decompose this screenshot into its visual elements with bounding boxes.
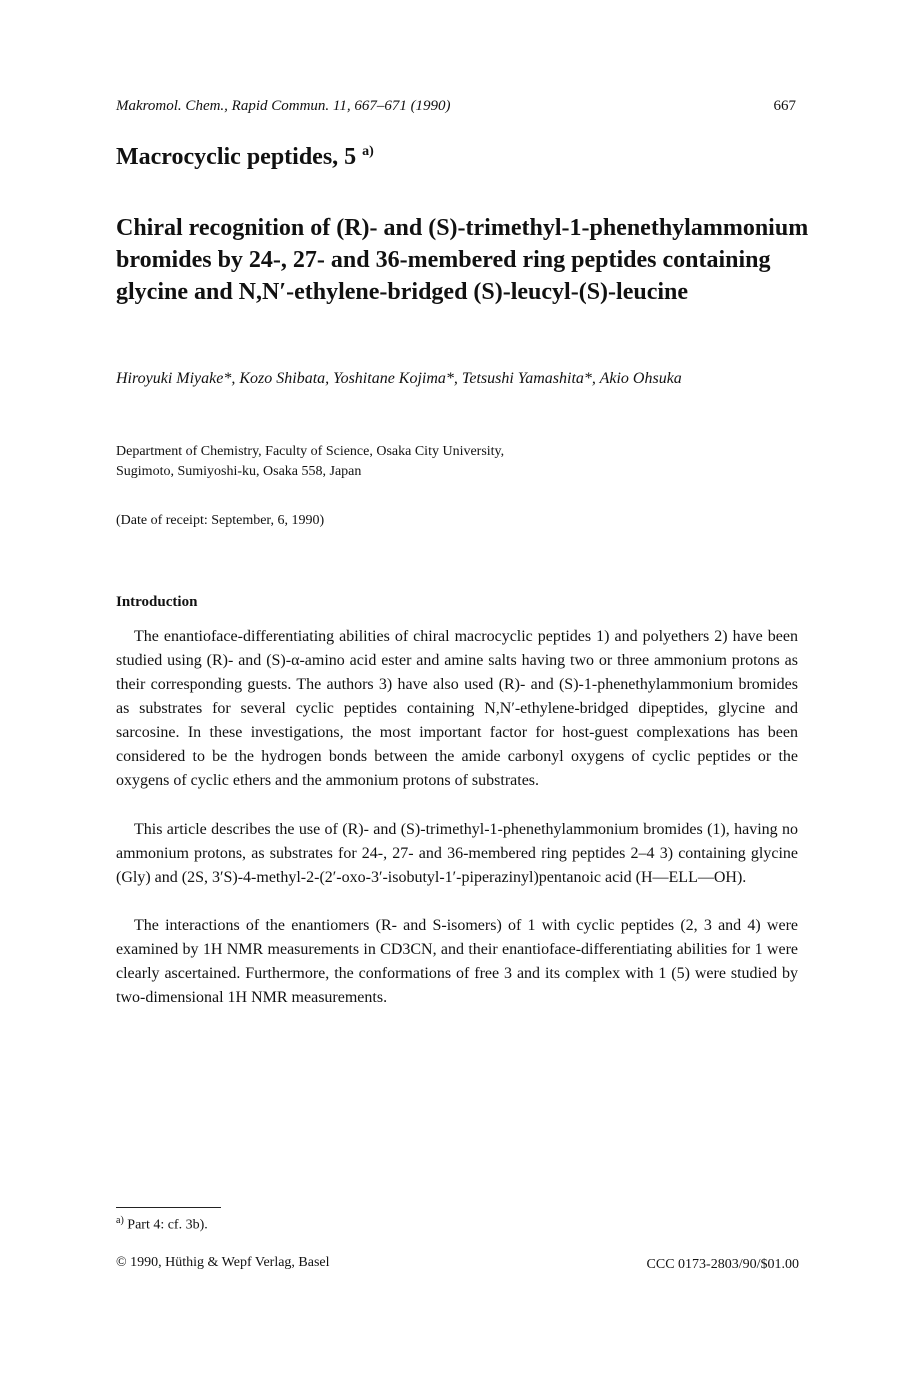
intro-paragraph-2 bbox=[116, 818, 798, 890]
section-heading-introduction: Introduction bbox=[116, 594, 198, 610]
article-title: Chiral recognition of (R)- and (S)-trimethyl-1-phenethylammonium bromides by 24-, 27- and 36-membered ring peptides containing glycine and N,N′-ethylene-bridged (S)-leucyl-(S)-leucine bbox=[116, 215, 809, 305]
date-of-receipt: (Date of receipt: September, 6, 1990) bbox=[116, 513, 325, 528]
paragraph-text: This article describes the use of (R)- and (S)-trimethyl-1-phenethylammonium bromides (1), having no ammonium protons, as substrates for 24-, 27- and 36-membered ring peptides 2–4 3) containing glycine (Gly) and (2S, 3′S)-4-methyl-2-(2′-oxo-3′-isobutyl-1′-piperazinyl)pentanoic acid (H—ELL—OH). bbox=[116, 821, 798, 886]
paragraph-text: The interactions of the enantiomers (R- and S-isomers) of 1 with cyclic peptides (2, 3 and 4) were examined by 1H NMR measurements in CD3CN, and their enantioface-differentiating abilities for 1 were clearly ascertained. Furthermore, the conformations of free 3 and its complex with 1 (5) were studied by two-dimensional 1H NMR measurements. bbox=[116, 917, 798, 1006]
author-list: Hiroyuki Miyake*, Kozo Shibata, Yoshitane Kojima*, Tetsushi Yamashita*, Akio Ohsuka bbox=[116, 370, 682, 387]
affiliation-line-1: Department of Chemistry, Faculty of Science, Osaka City University, bbox=[116, 444, 505, 459]
footnote-marker: a) bbox=[116, 1215, 124, 1226]
journal-citation: Makromol. Chem., Rapid Commun. 11, 667–671 (1990) bbox=[116, 98, 451, 114]
ccc-code: CCC 0173-2803/90/$01.00 bbox=[646, 1257, 799, 1272]
affiliation-line-2: Sugimoto, Sumiyoshi-ku, Osaka 558, Japan bbox=[116, 464, 362, 479]
footnote-divider bbox=[116, 1207, 221, 1208]
intro-paragraph-3 bbox=[116, 914, 798, 1010]
series-title-text: Macrocyclic peptides, 5 bbox=[116, 144, 357, 170]
page-number: 667 bbox=[773, 98, 796, 114]
series-title bbox=[116, 144, 374, 171]
affiliation bbox=[116, 442, 816, 482]
intro-paragraph-1 bbox=[116, 625, 798, 793]
series-title-footnote-marker: a) bbox=[362, 144, 374, 159]
footnote bbox=[116, 1215, 208, 1234]
footnote-text: Part 4: cf. 3b). bbox=[127, 1217, 208, 1233]
copyright-notice: © 1990, Hüthig & Wepf Verlag, Basel bbox=[116, 1255, 330, 1270]
paragraph-text: The enantioface-differentiating abilities of chiral macrocyclic peptides 1) and polyethers 2) have been studied using (R)- and (S)-α-amino acid ester and amine salts having two or three ammonium protons as their corresponding guests. The authors 3) have also used (R)- and (S)-1-phenethylammonium bromides as substrates for several cyclic peptides containing N,N′-ethylene-bridged dipeptides, glycine and sarcosine. In these investigations, the most important factor for host-guest complexations has been considered to be the hydrogen bonds between the amide carbonyl oxygens of cyclic peptides or the oxygens of cyclic ethers and the ammonium protons of substrates. bbox=[116, 628, 798, 789]
